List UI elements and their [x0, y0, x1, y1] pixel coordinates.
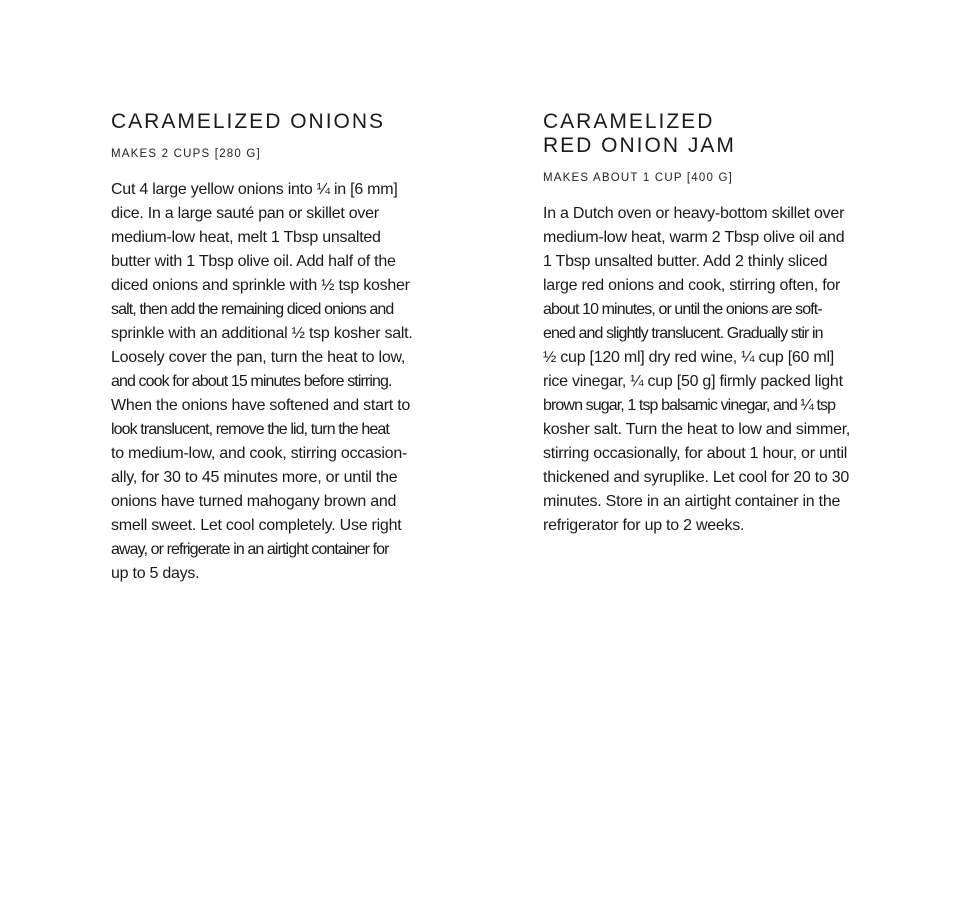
recipe-caramelized-onions	[111, 110, 441, 586]
instruction-line: When the onions have softened and start to	[111, 397, 411, 414]
recipe-title	[111, 110, 441, 134]
instruction-line: medium-low heat, warm 2 Tbsp olive oil and	[543, 229, 845, 246]
instruction-line: large red onions and cook, stirring often, for	[543, 277, 841, 294]
instruction-line: away, or refrigerate in an airtight container for	[111, 541, 389, 558]
instruction-line: look translucent, remove the lid, turn the heat	[111, 421, 389, 438]
recipe-title-line: RED ONION JAM	[543, 134, 736, 157]
instruction-line: refrigerator for up to 2 weeks.	[543, 517, 745, 534]
recipe-instructions	[111, 178, 441, 586]
instruction-line: thickened and syruplike. Let cool for 20 to 30	[543, 469, 850, 486]
recipe-yield: MAKES 2 CUPS [280 G]	[111, 148, 261, 160]
instruction-line: ally, for 30 to 45 minutes more, or until the	[111, 469, 398, 486]
instruction-line: rice vinegar, ¼ cup [50 g] firmly packed light	[543, 373, 843, 390]
instruction-line: smell sweet. Let cool completely. Use right	[111, 517, 402, 534]
instruction-line: butter with 1 Tbsp olive oil. Add half of the	[111, 253, 396, 270]
instruction-line: stirring occasionally, for about 1 hour, or until	[543, 445, 848, 462]
instruction-line: up to 5 days.	[111, 565, 200, 582]
recipe-title-line: CARAMELIZED ONIONS	[111, 110, 386, 133]
instruction-line: Cut 4 large yellow onions into ¼ in [6 mm]	[111, 181, 398, 198]
instruction-line: to medium-low, and cook, stirring occasion-	[111, 445, 408, 462]
instruction-line: medium-low heat, melt 1 Tbsp unsalted	[111, 229, 381, 246]
instruction-line: Loosely cover the pan, turn the heat to low,	[111, 349, 406, 366]
instruction-line: sprinkle with an additional ½ tsp kosher salt.	[111, 325, 413, 342]
instruction-line: In a Dutch oven or heavy-bottom skillet over	[543, 205, 845, 222]
recipe-red-onion-jam	[543, 110, 873, 538]
instruction-line: onions have turned mahogany brown and	[111, 493, 397, 510]
recipe-title	[543, 110, 873, 158]
instruction-line: and cook for about 15 minutes before stirring.	[111, 373, 392, 390]
recipe-instructions	[543, 202, 873, 538]
instruction-line: ened and slightly translucent. Gradually stir in	[543, 325, 823, 342]
recipe-yield: MAKES ABOUT 1 CUP [400 G]	[543, 172, 734, 184]
recipe-title-line: CARAMELIZED	[543, 110, 715, 133]
instruction-line: dice. In a large sauté pan or skillet over	[111, 205, 379, 222]
instruction-line: brown sugar, 1 tsp balsamic vinegar, and ¼ tsp	[543, 397, 836, 414]
instruction-line: kosher salt. Turn the heat to low and simmer,	[543, 421, 851, 438]
instruction-line: salt, then add the remaining diced onions and	[111, 301, 394, 318]
instruction-line: diced onions and sprinkle with ½ tsp kosher	[111, 277, 410, 294]
instruction-line: ½ cup [120 ml] dry red wine, ¼ cup [60 ml]	[543, 349, 834, 366]
instruction-line: about 10 minutes, or until the onions are soft-	[543, 301, 822, 318]
instruction-line: minutes. Store in an airtight container in the	[543, 493, 841, 510]
instruction-line: 1 Tbsp unsalted butter. Add 2 thinly sliced	[543, 253, 828, 270]
